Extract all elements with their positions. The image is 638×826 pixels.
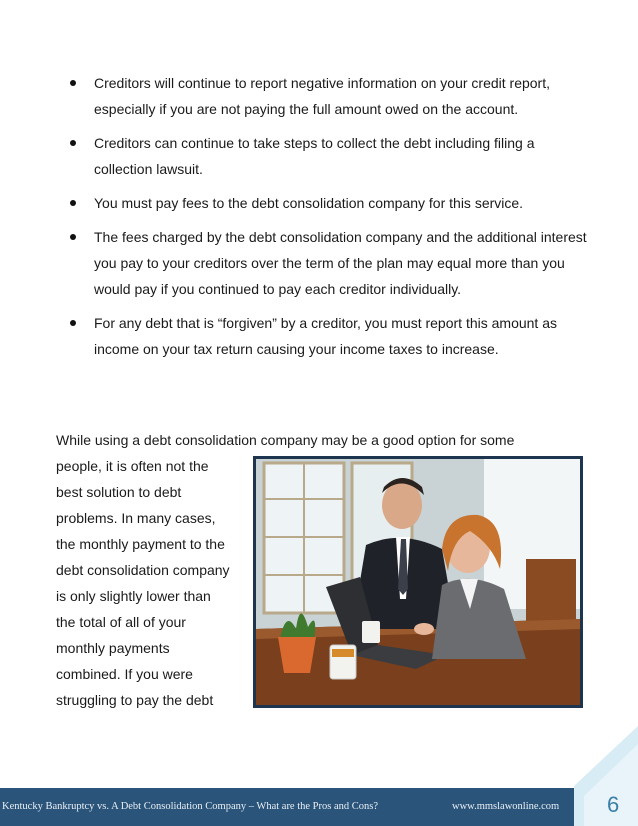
bullet-text: The fees charged by the debt consolidation company and the additional interest you pay to your creditors over the term of the plan may equal more than you would pay if you continued to pay each creditor individually. — [94, 229, 587, 297]
cup — [362, 621, 380, 643]
paragraph-line: the total of all of your — [56, 614, 186, 630]
paragraph-line: the monthly payment to the — [56, 536, 225, 552]
plant-pot — [278, 637, 316, 673]
paragraph-line: monthly payments — [56, 640, 170, 656]
paragraph-line: problems. In many cases, — [56, 510, 216, 526]
bullet-item — [58, 224, 594, 302]
consultation-photo — [253, 456, 583, 708]
bullet-dot-icon — [70, 80, 76, 86]
corner-decoration — [574, 726, 638, 826]
bullet-item — [58, 190, 594, 216]
bullet-item — [58, 130, 594, 182]
paragraph-line: combined. If you were — [56, 666, 193, 682]
paragraph-column — [56, 453, 246, 713]
bullet-dot-icon — [70, 200, 76, 206]
paragraph-line: debt consolidation company — [56, 562, 230, 578]
bullet-text: Creditors will continue to report negative information on your credit report, especially if you are not paying the full amount owed on the account. — [94, 75, 550, 117]
bullet-list — [58, 70, 598, 370]
bullet-text: You must pay fees to the debt consolidation company for this service. — [94, 195, 524, 211]
footer-title: Kentucky Bankruptcy vs. A Debt Consolidation Company – What are the Pros and Cons? — [2, 801, 379, 812]
bullet-dot-icon — [70, 140, 76, 146]
bullet-text: Creditors can continue to take steps to collect the debt including filing a collection lawsuit. — [94, 135, 535, 177]
bullet-item — [58, 70, 594, 122]
paragraph-line: is only slightly lower than — [56, 588, 211, 604]
paragraph-line: people, it is often not the — [56, 458, 209, 474]
bullet-item — [58, 310, 594, 362]
paragraph-first-line: While using a debt consolidation company may be a good option for some — [56, 432, 515, 448]
footer-url: www.mmslawonline.com — [452, 801, 560, 812]
bullet-text: For any debt that is “forgiven” by a creditor, you must report this amount as income on your tax return causing your income taxes to increase. — [94, 315, 557, 357]
bullet-dot-icon — [70, 234, 76, 240]
bullet-dot-icon — [70, 320, 76, 326]
paragraph-line: best solution to debt — [56, 484, 182, 500]
paragraph-line: struggling to pay the debt — [56, 692, 214, 708]
page-number: 6 — [607, 792, 620, 817]
photo-illustration — [256, 459, 580, 705]
